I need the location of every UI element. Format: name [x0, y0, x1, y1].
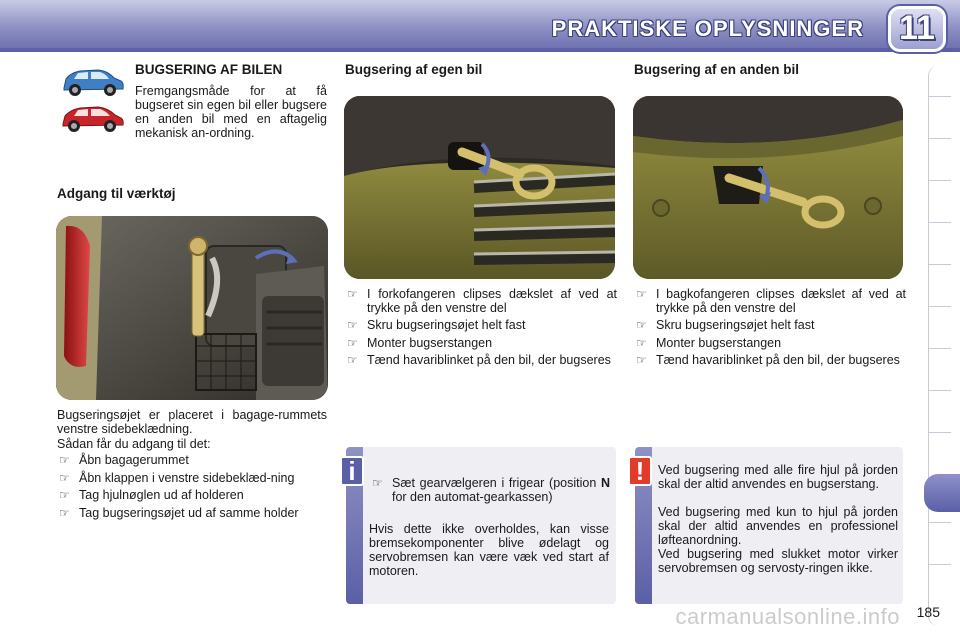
chapter-badge [888, 6, 946, 52]
list-item: ☞ Tænd havariblinket på den bil, der bugseres [636, 353, 900, 367]
pointer-bullet-icon: ☞ [636, 318, 647, 332]
list-item: ☞ Tænd havariblinket på den bil, der bugseres [347, 353, 611, 367]
intro-text: Fremgangsmåde for at få bugseret sin egen bil eller bugsere en anden bil med en aftagelig mekanisk an-ordning. [135, 84, 327, 140]
warning-text-3: Ved bugsering med slukket motor virker servobremsen og servosty-ringen ikke. [658, 547, 898, 575]
tools-access-text: Sådan får du adgang til det: [57, 437, 211, 451]
other-car-steps-list [634, 288, 906, 372]
own-car-title: Bugsering af egen bil [345, 62, 483, 77]
own-car-steps-list [345, 288, 617, 372]
tab-divider [929, 138, 951, 139]
pointer-bullet-icon: ☞ [59, 488, 70, 502]
list-item: ☞ Sæt gearvælgeren i frigear (position N for den automat-gearkassen) [372, 476, 610, 504]
tab-divider [929, 432, 951, 433]
pointer-bullet-icon: ☞ [636, 353, 647, 367]
warning-text-2: Ved bugsering med kun to hjul på jorden skal der altid anvendes en professionel løfteanordning. [658, 505, 898, 547]
tab-divider [929, 96, 951, 97]
list-item: ☞ Åbn bagagerummet [59, 453, 189, 467]
rear-bumper-photo [633, 96, 903, 279]
list-item: ☞ Monter bugserstangen [636, 335, 782, 350]
tools-location-text: Bugseringsøjet er placeret i bagage-rummets venstre sidebeklædning. [57, 408, 327, 436]
list-item: ☞ Tag bugseringsøjet ud af samme holder [59, 505, 299, 520]
header-strip [0, 48, 960, 52]
pointer-bullet-icon: ☞ [59, 453, 70, 467]
tab-divider [929, 522, 951, 523]
tab-divider [929, 180, 951, 181]
chapter-number: 11 [899, 9, 935, 47]
other-car-title: Bugsering af en anden bil [634, 62, 800, 77]
list-item: ☞ Skru bugseringsøjet helt fast [636, 318, 815, 332]
list-item: ☞ Tag hjulnøglen ud af holderen [59, 488, 244, 502]
list-item: ☞ I forkofangeren clipses dækslet af ved at trykke på den venstre del [347, 287, 617, 315]
section-title: BUGSERING AF BILEN [135, 62, 283, 77]
red-car-icon [58, 100, 126, 139]
tab-divider [929, 264, 951, 265]
page-number: 185 [916, 604, 940, 620]
tab-divider [929, 390, 951, 391]
info-steps-list [370, 477, 610, 508]
trunk-tool-photo [56, 216, 328, 400]
pointer-bullet-icon: ☞ [59, 505, 70, 520]
info-text: Hvis dette ikke overholdes, kan visse bremsekomponenter blive ødelagt og servobremsen kan være væk ved start af motoren. [369, 522, 609, 578]
pointer-bullet-icon: ☞ [636, 335, 647, 350]
front-bumper-photo [344, 96, 615, 279]
chapter-tab-rail [928, 66, 950, 626]
warning-text-1: Ved bugsering med alle fire hjul på jorden skal der altid anvendes en bugserstang. [658, 463, 898, 491]
pointer-bullet-icon: ☞ [372, 476, 383, 490]
info-box [346, 447, 616, 604]
tab-divider [929, 222, 951, 223]
list-item: ☞ Skru bugseringsøjet helt fast [347, 318, 526, 332]
pointer-bullet-icon: ☞ [347, 335, 358, 350]
watermark: carmanualsonline.info [675, 604, 900, 629]
tab-divider [929, 348, 951, 349]
tab-divider [929, 306, 951, 307]
tools-steps-list [57, 454, 329, 524]
active-chapter-tab[interactable] [924, 474, 960, 512]
list-item: ☞ Monter bugserstangen [347, 335, 493, 350]
pointer-bullet-icon: ☞ [347, 318, 358, 332]
blue-car-icon [58, 64, 126, 103]
warning-icon: ! [628, 456, 652, 486]
pointer-bullet-icon: ☞ [59, 470, 70, 485]
pointer-bullet-icon: ☞ [636, 287, 647, 301]
tools-title: Adgang til værktøj [57, 186, 176, 201]
pointer-bullet-icon: ☞ [347, 287, 358, 301]
pointer-bullet-icon: ☞ [347, 353, 358, 367]
info-icon: i [340, 456, 364, 486]
list-item: ☞ I bagkofangeren clipses dækslet af ved at trykke på den venstre del [636, 287, 906, 315]
tab-divider [929, 564, 951, 565]
chapter-title: PRAKTISKE OPLYSNINGER [551, 16, 864, 41]
warning-box [635, 447, 903, 604]
list-item: ☞ Åbn klappen i venstre sidebeklæd-ning [59, 470, 295, 485]
